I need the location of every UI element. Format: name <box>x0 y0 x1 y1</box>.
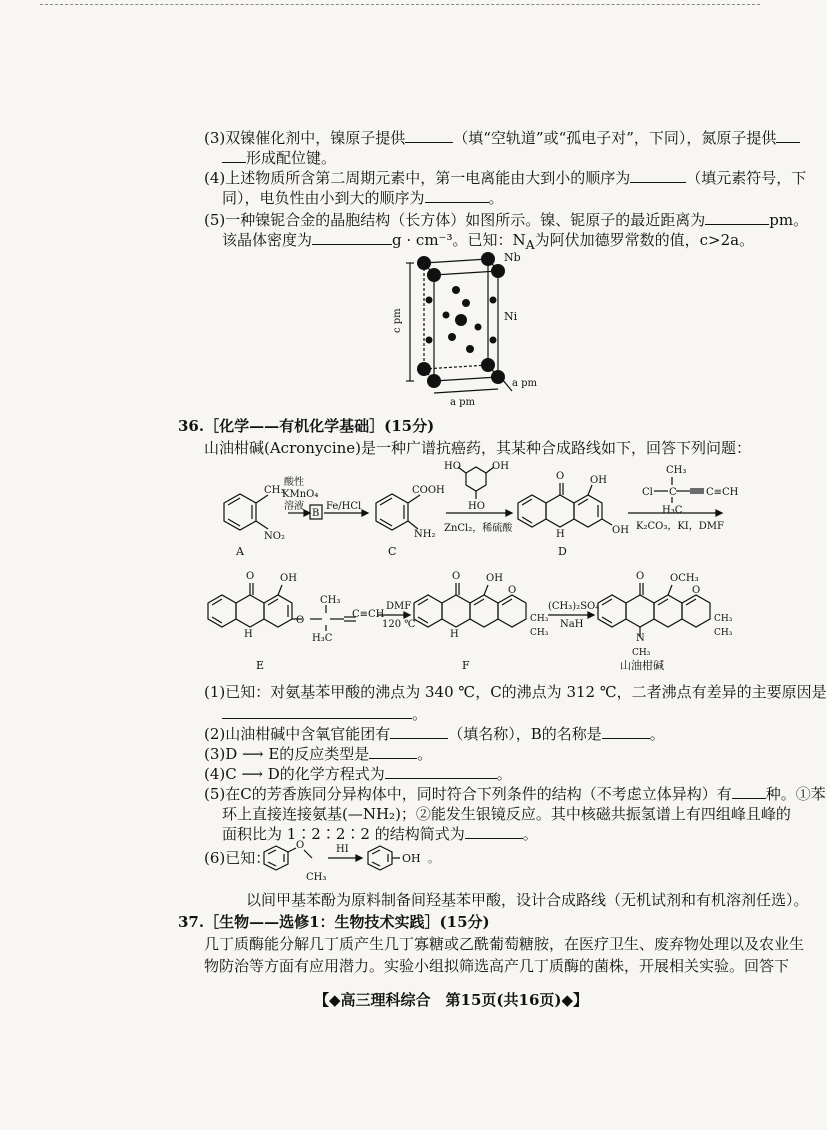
e-ether-o: O <box>296 615 305 626</box>
c-dimension-label: c pm <box>392 308 403 333</box>
f-ring-o: O <box>508 585 517 596</box>
f-oh-label: OH <box>486 573 503 584</box>
page-footer: 【◆高三理科综合 第15页(共16页)◆】 <box>314 991 589 1009</box>
f-ch3-label-2: CH₃ <box>530 628 549 638</box>
reagent-ch3-label: CH₃ <box>666 465 687 476</box>
a-dimension-label-right: a pm <box>512 378 538 389</box>
d-nh-label: H <box>556 529 565 540</box>
reagent-5-top: DMF <box>386 601 412 612</box>
f-carbonyl-o: O <box>452 571 461 582</box>
phloroglucinol-ho-label: HO <box>444 461 461 472</box>
compound-f-label: F <box>462 659 470 672</box>
reagent-4: K₂CO₃，KI，DMF <box>636 521 724 532</box>
reagent-h3c-label: H₃C <box>662 505 683 516</box>
a-ch3-label: CH₃ <box>264 485 285 496</box>
d-oh-label-2: OH <box>612 525 629 536</box>
q35-part4-line1: (4)上述物质所含第二周期元素中，第一电离能由大到小的顺序为 （填元素符号，下 <box>204 169 807 187</box>
nb-label: Nb <box>504 251 521 264</box>
compound-a-label: A <box>236 545 244 558</box>
reagent-1-line1: 酸性 <box>284 477 304 488</box>
acronycine-ch3-label-2: CH₃ <box>714 628 733 638</box>
q37-header: 37.［生物——选修1：生物技术实践］(15分) <box>178 913 490 931</box>
e-h3c-label: H₃C <box>312 633 333 644</box>
c-nh2-label: NH₂ <box>414 529 436 540</box>
compound-e-label: E <box>256 659 265 672</box>
acronycine-n-label: N <box>636 633 645 644</box>
synthesis-scheme-row2 <box>196 565 756 680</box>
e-oh-label: OH <box>280 573 297 584</box>
d-carbonyl-o: O <box>556 471 565 482</box>
synthesis-scheme-row1 <box>196 455 776 570</box>
acronycine-nch3-label: CH₃ <box>632 648 651 658</box>
q35-part5-line2: 该晶体密度为 g · cm⁻³。已知：$N_A$为阿伏加德罗常数的值，c>2a。 <box>222 231 755 252</box>
reagent-6-bottom: NaH <box>560 619 584 630</box>
f-ch3-label: CH₃ <box>530 614 549 624</box>
crystal-cell-figure <box>380 245 540 410</box>
e-nh-label: H <box>244 629 253 640</box>
q36-part5-line1: (5)在C的芳香族同分异构体中，同时符合下列条件的结构（不考虑立体异构）有 种。①苯 <box>204 785 826 803</box>
q36-part1-line2: 。 <box>222 704 427 724</box>
a-dimension-label-bottom: a pm <box>450 397 476 408</box>
reagent-2: Fe/HCl <box>326 501 362 512</box>
acronycine-label: 山油柑碱 <box>620 659 664 672</box>
q36-part6-task: 以间甲基苯酚为原料制备间羟基苯甲酸，设计合成路线（无机试剂和有机溶剂任选）。 <box>246 891 809 909</box>
compound-b-label: B <box>312 508 320 519</box>
acronycine-carbonyl-o: O <box>636 571 645 582</box>
q37-line2: 物防治等方面有应用潜力。实验小组拟筛选高产几丁质酶的菌株，开展相关实验。回答下 <box>204 957 790 975</box>
reagent-c-label: C <box>669 487 677 498</box>
reagent-1-line2: KMnO₄ <box>282 489 319 500</box>
phloroglucinol-oh-label: OH <box>492 461 509 472</box>
acronycine-ch3-label: CH₃ <box>714 614 733 624</box>
e-ch3-label: CH₃ <box>320 595 341 606</box>
e-carbonyl-o: O <box>246 571 255 582</box>
q35-part5-line1: (5)一种镍铌合金的晶胞结构（长方体）如图所示。镍、铌原子的最近距离为 pm。 <box>204 211 809 229</box>
q35-part4-line2: 同），电负性由小到大的顺序为 。 <box>222 189 504 207</box>
anisole-o-label: O <box>296 840 305 851</box>
reagent-1-line3: 溶液 <box>284 501 304 512</box>
q37-line1: 几丁质酶能分解几丁质产生几丁寡糖或乙酰葡萄糖胺，在医疗卫生、废弃物处理以及农业生 <box>204 935 805 953</box>
reagent-6-top: (CH₃)₂SO₄ <box>548 601 600 612</box>
e-alkyne-label: C≡CH <box>352 609 385 620</box>
q35-part3-line1: (3)双镍催化剂中，镍原子提供 （填“空轨道”或“孤电子对”，下同），氮原子提供 <box>204 128 800 148</box>
a-no2-label: NO₂ <box>264 531 285 542</box>
q36-part2: (2)山油柑碱中含氧官能团有 （填名称），B的名称是 。 <box>204 725 665 743</box>
hi-reagent-label: HI <box>336 844 349 855</box>
acronycine-och3-label: OCH₃ <box>670 573 699 584</box>
reagent-alkyne-label: C≡CH <box>706 487 739 498</box>
q36-part1-line1: (1)已知：对氨基苯甲酸的沸点为 340 ℃，C的沸点为 312 ℃，二者沸点有差异的主要原因是 <box>204 683 827 701</box>
q36-part6-reaction <box>258 836 458 886</box>
q36-part3: (3)D ⟶ E的反应类型是 。 <box>204 745 433 763</box>
reagent-5-bottom: 120 ℃ <box>382 619 416 630</box>
q36-intro: 山油柑碱(Acronycine)是一种广谱抗癌药，其某种合成路线如下，回答下列问题： <box>204 439 752 457</box>
reagent-cl-label: Cl <box>642 487 653 498</box>
compound-d-label: D <box>558 545 567 558</box>
q36-part6-label: (6)已知： <box>204 849 271 867</box>
phloroglucinol-ho-label-2: HO <box>468 501 485 512</box>
q36-header: 36.［化学——有机化学基础］(15分) <box>178 417 435 435</box>
reagent-3: ZnCl₂，稀硫酸 <box>444 523 513 534</box>
q35-part3-line2: 形成配位键。 <box>222 148 336 168</box>
part6-period: 。 <box>428 852 439 865</box>
ni-label: Ni <box>504 310 518 323</box>
c-cooh-label: COOH <box>412 485 445 496</box>
anisole-ch3-label: CH₃ <box>306 872 327 883</box>
top-border <box>40 4 760 7</box>
q36-part4: (4)C ⟶ D的化学方程式为 。 <box>204 765 512 783</box>
acronycine-ring-o: O <box>692 585 701 596</box>
phenol-oh-label: OH <box>402 852 421 865</box>
d-oh-label: OH <box>590 475 607 486</box>
q36-part5-line3: 面积比为 1∶2∶2∶2 的结构简式为 。 <box>222 825 538 843</box>
f-nh-label: H <box>450 629 459 640</box>
compound-c-label: C <box>388 545 397 558</box>
q36-part5-line2: 环上直接连接氨基(—NH₂)；②能发生银镜反应。其中核磁共振氢谱上有四组峰且峰的 <box>222 805 791 823</box>
